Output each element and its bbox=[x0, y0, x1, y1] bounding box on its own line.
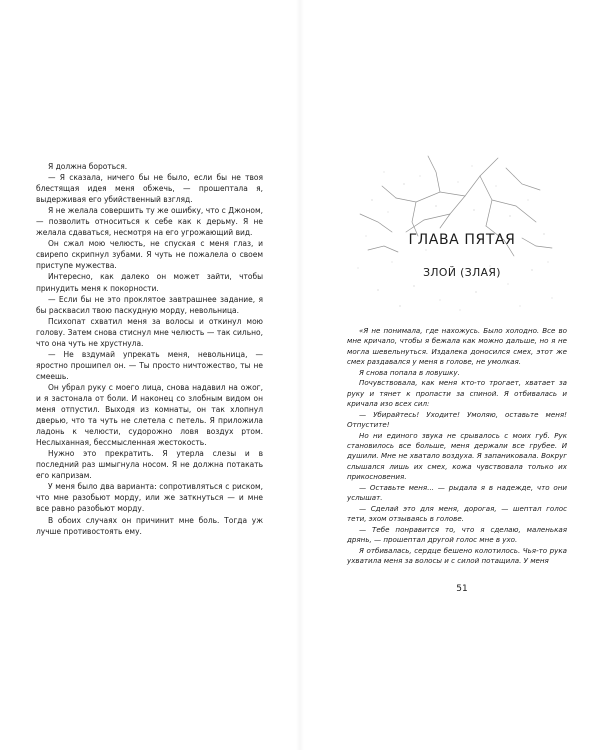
chapter-subtitle: ЗЛОЙ (ЗЛАЯ) bbox=[423, 266, 501, 279]
paragraph: «Я не понимала, где нахожусь. Было холодно. Все во мне кричало, чтобы я бежала как можно дальше, но я не могла шевельнуться. Издалека доносился смех, этот же смех раздавался у меня в голове, не умолкая. bbox=[347, 326, 567, 367]
paragraph: В обоих случаях он причинит мне боль. Тогда уж лучше противостоять ему. bbox=[36, 515, 263, 536]
paragraph: У меня было два варианта: сопротивляться с риском, что мне разобьют морду, или же заткнуться — и мне все равно разобьют морду. bbox=[36, 482, 263, 514]
paragraph: — Если бы не это проклятое завтрашнее задание, я бы расквасил твою паскудную морду, невольница. bbox=[36, 294, 263, 315]
left-page-text bbox=[36, 161, 263, 537]
paragraph: Интересно, как далеко он может зайти, чтобы принудить меня к покорности. bbox=[36, 272, 263, 293]
paragraph: — Не вздумай упрекать меня, невольница, — яростно прошипел он. — Ты просто ничтожество, ты не смеешь. bbox=[36, 349, 263, 381]
page-number: 51 bbox=[456, 584, 468, 594]
right-page-text bbox=[347, 326, 567, 566]
paragraph: Но ни единого звука не срывалось с моих губ. Рук становилось все больше, меня держали все грубее. И душили. Мне не хватало воздуха. Я запаниковала. Вокруг слышался лишь их смех, кожа чувствовала только их прикосновения. bbox=[347, 430, 567, 482]
paragraph: — Сделай это для меня, дорогая, — шептал голос тети, эхом отзываясь в голове. bbox=[347, 503, 567, 524]
paragraph: — Убирайтесь! Уходите! Умоляю, оставьте меня! Отпустите! bbox=[347, 409, 567, 430]
paragraph: Он сжал мою челюсть, не спуская с меня глаз, и свирепо скрипнул зубами. Я чуть не пожалела о своем приступе мужества. bbox=[36, 239, 263, 271]
paragraph: Психопат схватил меня за волосы и откинул мою голову. Затем снова стиснул мне челюсть — так сильно, что она чуть не хрустнула. bbox=[36, 316, 263, 348]
paragraph: — Оставьте меня... — рыдала я в надежде, что они услышат. bbox=[347, 482, 567, 503]
paragraph: Он убрал руку с моего лица, снова надавил на ожог, и я застонала от боли. И наконец со злобным видом он меня отпустил. Выходя из комнаты, он так хлопнул дверью, что та чуть не слетела с петель. Я приложила ладонь к челюсти, судорожно ловя воздух ртом. Неслыханная, бессмысленная жестокость. bbox=[36, 382, 263, 448]
paragraph: Я снова попала в ловушку. bbox=[359, 367, 460, 377]
paragraph: Я не желала совершить ту же ошибку, что с Джоном, — позволить относиться к себе как к дерьму. Я не желала сдаваться, несмотря на его угрожающий вид. bbox=[36, 206, 263, 238]
paragraph: Я должна бороться. bbox=[48, 162, 128, 171]
right-page bbox=[300, 0, 600, 750]
chapter-title: ГЛАВА ПЯТАЯ bbox=[408, 232, 516, 248]
paragraph: Почувствовала, как меня кто-то трогает, хватает за руку и тянет к пропасти за спиной. Я отбивалась и кричала изо всех сил: bbox=[347, 378, 567, 409]
paragraph: Я отбивалась, сердце бешено колотилось. Чья-то рука ухватила меня за волосы и с силой потащила. У меня bbox=[347, 545, 567, 565]
paragraph: — Тебе понравится то, что я сделаю, маленькая дрянь, — прошептал другой голос мне в ухо. bbox=[347, 524, 567, 545]
paragraph: Нужно это прекратить. Я утерла слезы и в последний раз шмыгнула носом. Я не должна потакать его капризам. bbox=[36, 449, 263, 481]
paragraph: — Я сказала, ничего бы не было, если бы не твоя блестящая идея меня обжечь, — прошептала я, выдерживая его убийственный взгляд. bbox=[36, 173, 263, 205]
